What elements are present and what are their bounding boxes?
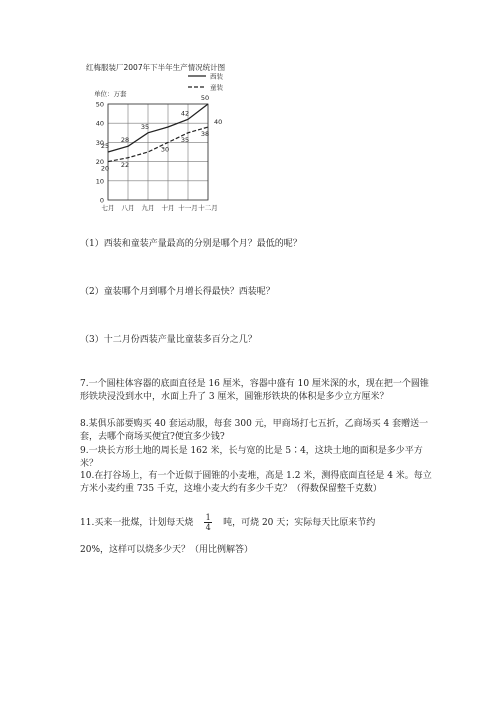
problem-10: 10.在打谷场上，有一个近似于圆锥的小麦堆，高是 1.2 米，测得底面直径是 4 米。每立方米小麦约重 735 千克，这堆小麦大约有多少千克？（得数保留整千克数） [80,471,432,495]
y-tick-label: 0 [99,196,104,205]
data-label: 30 [160,145,170,154]
question-2: （2）童装哪个月到哪个月增长得最快？西装呢？ [80,287,275,297]
data-label: 22 [120,160,130,169]
x-tick-label: 九月 [141,204,155,212]
legend-label-1: 童装 [210,83,223,92]
problem-9: 9.一块长方形土地的周长是 162 米，长与宽的比是 5∶4，这块土地的面积是多少平方米？ [80,446,423,470]
series-line-0 [108,104,208,152]
x-tick-label: 十一月 [178,204,198,212]
y-tick-label: 40 [95,119,104,128]
problem-11-text-b: 吨，可烧 20 天；实际每天比原来节约 [223,518,376,528]
data-label: 20 [100,164,110,173]
fraction-numerator: 1 [205,513,211,522]
y-tick-label: 10 [95,177,104,186]
y-tick-label: 30 [95,138,104,147]
x-tick-label: 十月 [161,204,175,212]
question-3: （3）十二月份西装产量比童装多百分之几？ [80,335,257,345]
data-label: 35 [180,135,190,144]
problem-7: 7.一个圆柱体容器的底面直径是 16 厘米，容器中盛有 10 厘米深的水，现在把一个圆锥形铁块浸没到水中，水面上升了 3 厘米，圆锥形铁块的体积是多少立方厘米？ [80,379,429,403]
y-tick-label: 20 [95,158,104,167]
legend-label-0: 西装 [210,72,223,81]
data-label: 42 [180,109,190,118]
question-1: （1）西装和童装产量最高的分别是哪个月？最低的呢？ [80,239,302,249]
problem-11-line2: 20%，这样可以烧多少天？（用比例解答） [80,545,254,555]
problem-11-text-a: 11.买来一批煤，计划每天烧 [80,518,194,528]
problem-8: 8.某俱乐部要购买 40 套运动服，每套 300 元，甲商场打七五折，乙商场买 4 套赠送一套，去哪个商场买便宜?便宜多少钱? [80,419,429,443]
fraction-one-quarter [204,513,212,532]
series-line-1 [108,127,208,162]
x-tick-label: 七月 [101,204,115,212]
plot-frame [108,104,208,200]
data-label: 38 [200,130,210,139]
data-label: 25 [100,142,110,150]
extra-label: 40 [214,118,223,126]
chart-title: 红梅服装厂2007年下半年生产情况统计图 [86,63,226,72]
x-tick-label: 十二月 [198,204,218,212]
data-label: 50 [200,94,210,102]
data-label: 28 [120,136,130,145]
problem-11-line1 [80,513,375,532]
unit-label: 单位：万套 [94,90,127,98]
x-tick-label: 八月 [121,204,135,212]
data-label: 35 [140,122,150,131]
y-tick-label: 50 [95,100,104,109]
line-chart [70,68,250,218]
fraction-denominator: 4 [205,523,211,532]
